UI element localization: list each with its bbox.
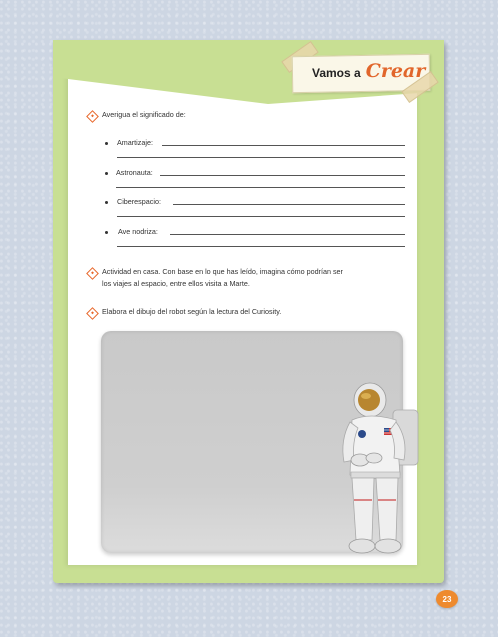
answer-line-amartizaje-1[interactable] (162, 145, 405, 146)
banner-title-part1: Vamos a (312, 66, 361, 80)
answer-line-amartizaje-2[interactable] (117, 157, 405, 158)
answer-line-ave-nodriza-1[interactable] (170, 234, 405, 235)
list-bullet-icon (105, 142, 108, 145)
answer-line-ciberespacio-1[interactable] (173, 204, 405, 205)
answer-line-astronauta-2[interactable] (116, 187, 405, 188)
banner-title-part2: Crear (365, 60, 426, 82)
task2-line2: los viajes al espacio, entre ellos visita a Marte. (102, 279, 250, 288)
astronaut-illustration (338, 380, 428, 565)
answer-line-ave-nodriza-2[interactable] (117, 246, 405, 247)
task2-line1: Actividad en casa. Con base en lo que has leído, imagina cómo podrían ser (102, 267, 343, 276)
list-bullet-icon (105, 201, 108, 204)
task3-text: Elabora el dibujo del robot según la lectura del Curiosity. (102, 307, 282, 316)
item-ave-nodriza-label: Ave nodriza: (118, 227, 158, 236)
answer-line-ciberespacio-2[interactable] (117, 216, 405, 217)
task1-text: Averigua el significado de: (102, 110, 186, 119)
list-bullet-icon (105, 231, 108, 234)
banner-title (312, 60, 425, 90)
item-astronauta-label: Astronauta: (116, 168, 153, 177)
list-bullet-icon (105, 172, 108, 175)
page-number-badge: 23 (436, 590, 458, 608)
answer-line-astronauta-1[interactable] (160, 175, 405, 176)
item-ciberespacio-label: Ciberespacio: (117, 197, 161, 206)
item-amartizaje-label: Amartizaje: (117, 138, 153, 147)
